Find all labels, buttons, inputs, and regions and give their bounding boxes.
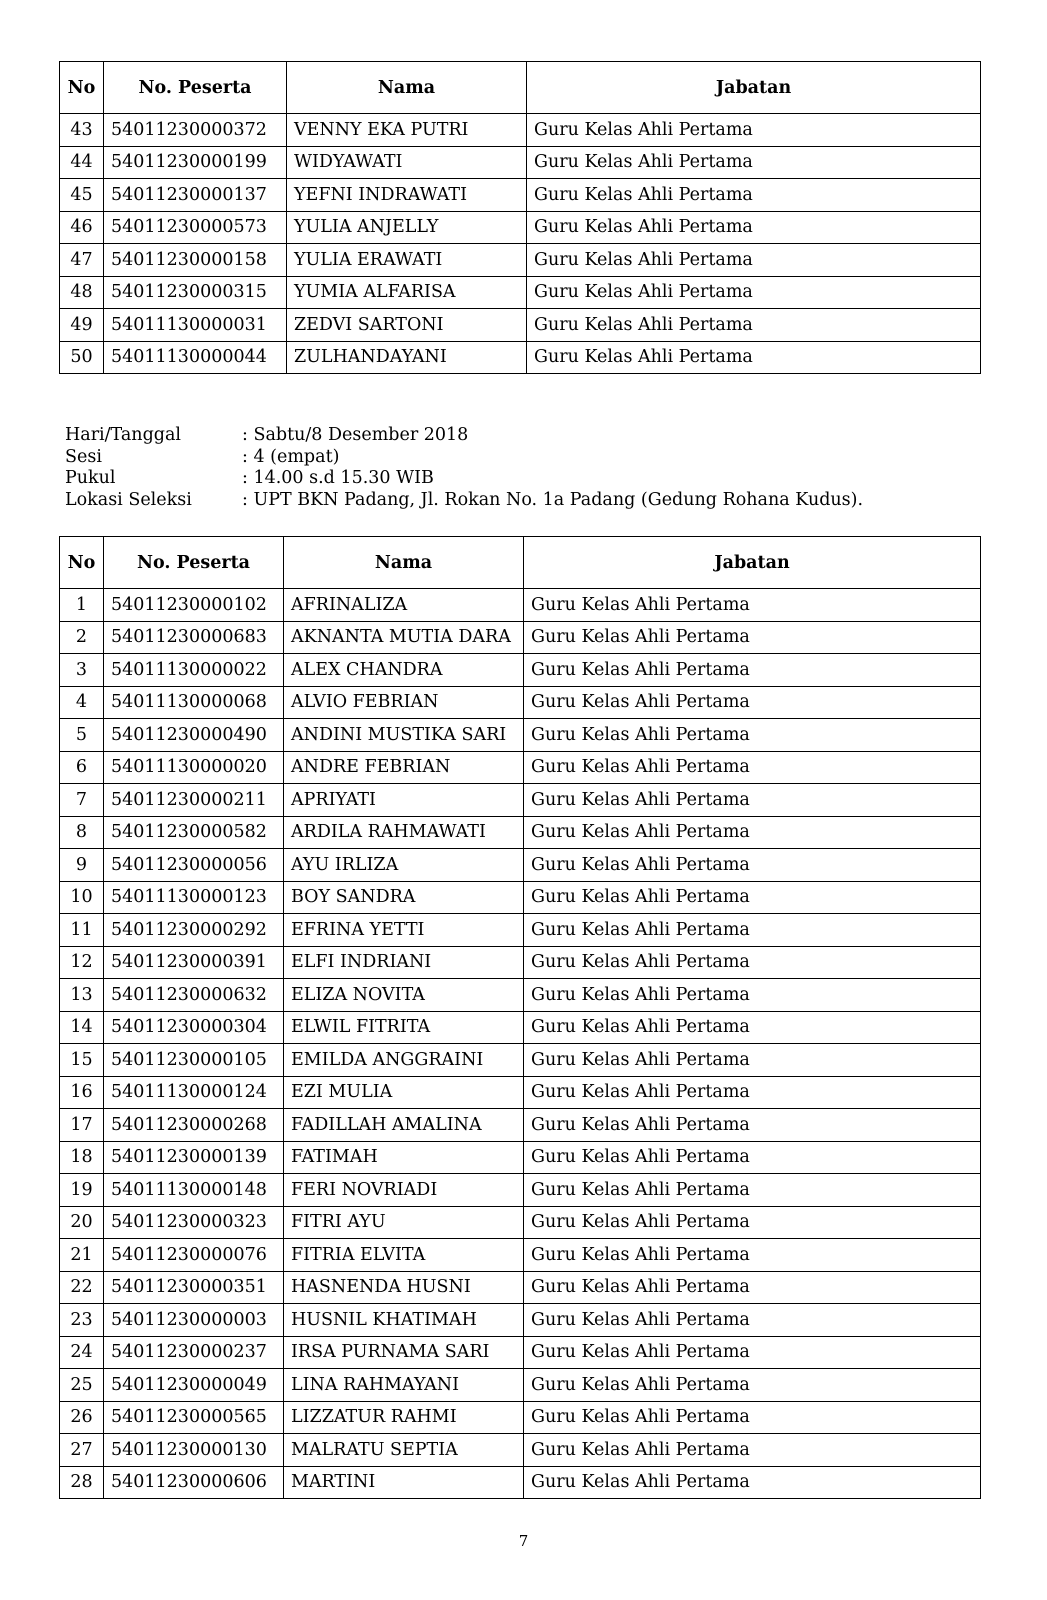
cell-jabatan: Guru Kelas Ahli Pertama — [524, 1076, 981, 1109]
cell-jabatan: Guru Kelas Ahli Pertama — [524, 1434, 981, 1467]
cell-no: 48 — [60, 276, 104, 309]
cell-nama: ANDINI MUSTIKA SARI — [284, 719, 524, 752]
table-row — [60, 244, 981, 277]
cell-peserta: 54011230000268 — [104, 1109, 284, 1142]
participant-table-1 — [59, 61, 981, 374]
table-row — [60, 309, 981, 342]
header-peserta: No. Peserta — [104, 537, 284, 589]
cell-no: 47 — [60, 244, 104, 277]
table-row — [60, 881, 981, 914]
info-row — [65, 468, 863, 490]
cell-nama: VENNY EKA PUTRI — [287, 114, 527, 147]
cell-nama: BOY SANDRA — [284, 881, 524, 914]
cell-peserta: 54011230000056 — [104, 849, 284, 882]
cell-peserta: 54011230000137 — [104, 179, 287, 212]
cell-no: 24 — [60, 1336, 104, 1369]
table-row — [60, 784, 981, 817]
cell-no: 17 — [60, 1109, 104, 1142]
participant-table-2 — [59, 536, 981, 1499]
cell-nama: APRIYATI — [284, 784, 524, 817]
cell-jabatan: Guru Kelas Ahli Pertama — [524, 1271, 981, 1304]
cell-nama: HUSNIL KHATIMAH — [284, 1304, 524, 1337]
cell-jabatan: Guru Kelas Ahli Pertama — [524, 1011, 981, 1044]
cell-jabatan: Guru Kelas Ahli Pertama — [524, 849, 981, 882]
cell-nama: ELFI INDRIANI — [284, 946, 524, 979]
cell-no: 5 — [60, 719, 104, 752]
cell-jabatan: Guru Kelas Ahli Pertama — [527, 309, 981, 342]
cell-jabatan: Guru Kelas Ahli Pertama — [524, 654, 981, 687]
cell-peserta: 54011130000031 — [104, 309, 287, 342]
cell-nama: FITRIA ELVITA — [284, 1239, 524, 1272]
table-row — [60, 686, 981, 719]
table-row — [60, 276, 981, 309]
cell-nama: MALRATU SEPTIA — [284, 1434, 524, 1467]
cell-nama: LIZZATUR RAHMI — [284, 1401, 524, 1434]
cell-peserta: 54011230000003 — [104, 1304, 284, 1337]
cell-nama: YEFNI INDRAWATI — [287, 179, 527, 212]
cell-nama: ELIZA NOVITA — [284, 979, 524, 1012]
cell-peserta: 54011230000323 — [104, 1206, 284, 1239]
table-row — [60, 179, 981, 212]
session-info — [65, 425, 863, 511]
cell-jabatan: Guru Kelas Ahli Pertama — [524, 1369, 981, 1402]
cell-nama: ARDILA RAHMAWATI — [284, 816, 524, 849]
cell-peserta: 54011230000130 — [104, 1434, 284, 1467]
cell-nama: ALVIO FEBRIAN — [284, 686, 524, 719]
cell-peserta: 54011230000105 — [104, 1044, 284, 1077]
table-row — [60, 1239, 981, 1272]
cell-peserta: 54011130000148 — [104, 1174, 284, 1207]
cell-no: 22 — [60, 1271, 104, 1304]
cell-jabatan: Guru Kelas Ahli Pertama — [524, 751, 981, 784]
cell-jabatan: Guru Kelas Ahli Pertama — [524, 1109, 981, 1142]
cell-nama: IRSA PURNAMA SARI — [284, 1336, 524, 1369]
table-1-body — [60, 114, 981, 374]
cell-peserta: 54011230000391 — [104, 946, 284, 979]
table-2-body — [60, 589, 981, 1499]
cell-jabatan: Guru Kelas Ahli Pertama — [527, 114, 981, 147]
table-row — [60, 1076, 981, 1109]
cell-peserta: 54011130000123 — [104, 881, 284, 914]
cell-nama: MARTINI — [284, 1466, 524, 1499]
table-row — [60, 621, 981, 654]
cell-no: 43 — [60, 114, 104, 147]
table-row — [60, 1109, 981, 1142]
table-row — [60, 946, 981, 979]
cell-peserta: 54011230000573 — [104, 211, 287, 244]
table-row — [60, 1206, 981, 1239]
header-jabatan: Jabatan — [524, 537, 981, 589]
cell-jabatan: Guru Kelas Ahli Pertama — [524, 621, 981, 654]
cell-peserta: 54011230000582 — [104, 816, 284, 849]
table-row — [60, 1174, 981, 1207]
cell-nama: AFRINALIZA — [284, 589, 524, 622]
table-row — [60, 849, 981, 882]
cell-nama: YULIA ANJELLY — [287, 211, 527, 244]
table-row — [60, 719, 981, 752]
table-header-row — [60, 62, 981, 114]
cell-peserta: 54011130000068 — [104, 686, 284, 719]
cell-jabatan: Guru Kelas Ahli Pertama — [524, 1141, 981, 1174]
cell-no: 4 — [60, 686, 104, 719]
cell-jabatan: Guru Kelas Ahli Pertama — [524, 816, 981, 849]
cell-jabatan: Guru Kelas Ahli Pertama — [524, 914, 981, 947]
table-row — [60, 979, 981, 1012]
table-row — [60, 1304, 981, 1337]
cell-no: 49 — [60, 309, 104, 342]
cell-peserta: 54011230000158 — [104, 244, 287, 277]
table-row — [60, 1271, 981, 1304]
info-row — [65, 425, 863, 447]
cell-nama: FERI NOVRIADI — [284, 1174, 524, 1207]
table-row — [60, 1141, 981, 1174]
cell-no: 8 — [60, 816, 104, 849]
cell-jabatan: Guru Kelas Ahli Pertama — [524, 784, 981, 817]
table-row — [60, 1401, 981, 1434]
cell-peserta: 54011230000199 — [104, 146, 287, 179]
cell-no: 44 — [60, 146, 104, 179]
cell-nama: ZEDVI SARTONI — [287, 309, 527, 342]
cell-peserta: 54011230000237 — [104, 1336, 284, 1369]
cell-jabatan: Guru Kelas Ahli Pertama — [527, 179, 981, 212]
cell-jabatan: Guru Kelas Ahli Pertama — [527, 146, 981, 179]
cell-nama: AKNANTA MUTIA DARA — [284, 621, 524, 654]
cell-nama: AYU IRLIZA — [284, 849, 524, 882]
info-label: Lokasi Seleksi — [65, 489, 192, 510]
cell-no: 19 — [60, 1174, 104, 1207]
cell-peserta: 54011230000292 — [104, 914, 284, 947]
cell-nama: ANDRE FEBRIAN — [284, 751, 524, 784]
info-row — [65, 447, 863, 469]
cell-jabatan: Guru Kelas Ahli Pertama — [524, 946, 981, 979]
cell-no: 15 — [60, 1044, 104, 1077]
cell-nama: ZULHANDAYANI — [287, 341, 527, 374]
cell-no: 45 — [60, 179, 104, 212]
cell-no: 14 — [60, 1011, 104, 1044]
cell-peserta: 54011230000139 — [104, 1141, 284, 1174]
cell-nama: EFRINA YETTI — [284, 914, 524, 947]
table-row — [60, 1369, 981, 1402]
cell-no: 26 — [60, 1401, 104, 1434]
info-value: : 14.00 s.d 15.30 WIB — [242, 468, 434, 489]
cell-jabatan: Guru Kelas Ahli Pertama — [524, 1336, 981, 1369]
cell-peserta: 54011230000683 — [104, 621, 284, 654]
table-row — [60, 914, 981, 947]
cell-jabatan: Guru Kelas Ahli Pertama — [524, 1466, 981, 1499]
cell-no: 46 — [60, 211, 104, 244]
cell-jabatan: Guru Kelas Ahli Pertama — [524, 1304, 981, 1337]
table-row — [60, 751, 981, 784]
cell-no: 21 — [60, 1239, 104, 1272]
table-header-row — [60, 537, 981, 589]
cell-no: 16 — [60, 1076, 104, 1109]
cell-nama: ALEX CHANDRA — [284, 654, 524, 687]
table-row — [60, 1011, 981, 1044]
table-row — [60, 589, 981, 622]
cell-peserta: 54011230000102 — [104, 589, 284, 622]
header-no: No — [60, 537, 104, 589]
header-jabatan: Jabatan — [527, 62, 981, 114]
info-value: : UPT BKN Padang, Jl. Rokan No. 1a Padang (Gedung Rohana Kudus). — [242, 489, 864, 510]
cell-no: 13 — [60, 979, 104, 1012]
cell-no: 10 — [60, 881, 104, 914]
table-row — [60, 1434, 981, 1467]
cell-jabatan: Guru Kelas Ahli Pertama — [527, 244, 981, 277]
cell-no: 2 — [60, 621, 104, 654]
cell-peserta: 54011230000372 — [104, 114, 287, 147]
cell-no: 7 — [60, 784, 104, 817]
cell-no: 50 — [60, 341, 104, 374]
cell-jabatan: Guru Kelas Ahli Pertama — [527, 276, 981, 309]
cell-jabatan: Guru Kelas Ahli Pertama — [524, 589, 981, 622]
cell-peserta: 54011230000490 — [104, 719, 284, 752]
cell-nama: FADILLAH AMALINA — [284, 1109, 524, 1142]
cell-nama: HASNENDA HUSNI — [284, 1271, 524, 1304]
cell-peserta: 54011230000606 — [104, 1466, 284, 1499]
cell-jabatan: Guru Kelas Ahli Pertama — [524, 1239, 981, 1272]
cell-peserta: 54011230000565 — [104, 1401, 284, 1434]
cell-nama: FATIMAH — [284, 1141, 524, 1174]
table-row — [60, 1466, 981, 1499]
cell-no: 20 — [60, 1206, 104, 1239]
cell-no: 1 — [60, 589, 104, 622]
table-row — [60, 146, 981, 179]
cell-peserta: 54011230000632 — [104, 979, 284, 1012]
cell-no: 9 — [60, 849, 104, 882]
cell-jabatan: Guru Kelas Ahli Pertama — [524, 1044, 981, 1077]
cell-no: 11 — [60, 914, 104, 947]
cell-peserta: 54011230000211 — [104, 784, 284, 817]
cell-jabatan: Guru Kelas Ahli Pertama — [527, 211, 981, 244]
cell-no: 27 — [60, 1434, 104, 1467]
info-label: Pukul — [65, 468, 116, 489]
cell-no: 6 — [60, 751, 104, 784]
header-nama: Nama — [284, 537, 524, 589]
cell-peserta: 54011230000351 — [104, 1271, 284, 1304]
cell-peserta: 54011130000022 — [104, 654, 284, 687]
header-nama: Nama — [287, 62, 527, 114]
cell-peserta: 54011130000124 — [104, 1076, 284, 1109]
info-row — [65, 490, 863, 512]
table-row — [60, 1336, 981, 1369]
cell-jabatan: Guru Kelas Ahli Pertama — [524, 1401, 981, 1434]
cell-peserta: 54011230000315 — [104, 276, 287, 309]
cell-jabatan: Guru Kelas Ahli Pertama — [524, 1174, 981, 1207]
cell-nama: LINA RAHMAYANI — [284, 1369, 524, 1402]
cell-peserta: 54011130000044 — [104, 341, 287, 374]
cell-no: 18 — [60, 1141, 104, 1174]
cell-nama: EZI MULIA — [284, 1076, 524, 1109]
table-row — [60, 654, 981, 687]
cell-peserta: 54011230000076 — [104, 1239, 284, 1272]
cell-no: 23 — [60, 1304, 104, 1337]
cell-jabatan: Guru Kelas Ahli Pertama — [524, 1206, 981, 1239]
cell-jabatan: Guru Kelas Ahli Pertama — [524, 719, 981, 752]
cell-peserta: 54011230000049 — [104, 1369, 284, 1402]
cell-jabatan: Guru Kelas Ahli Pertama — [527, 341, 981, 374]
cell-no: 28 — [60, 1466, 104, 1499]
table-row — [60, 114, 981, 147]
table-row — [60, 1044, 981, 1077]
info-value: : 4 (empat) — [242, 446, 340, 467]
header-no: No — [60, 62, 104, 114]
cell-nama: YULIA ERAWATI — [287, 244, 527, 277]
info-value: : Sabtu/8 Desember 2018 — [242, 425, 469, 445]
cell-nama: FITRI AYU — [284, 1206, 524, 1239]
page-number: 7 — [518, 1532, 529, 1550]
cell-peserta: 54011230000304 — [104, 1011, 284, 1044]
info-label: Hari/Tanggal — [65, 425, 182, 445]
table-row — [60, 341, 981, 374]
cell-no: 3 — [60, 654, 104, 687]
cell-no: 25 — [60, 1369, 104, 1402]
cell-peserta: 54011130000020 — [104, 751, 284, 784]
cell-nama: YUMIA ALFARISA — [287, 276, 527, 309]
cell-jabatan: Guru Kelas Ahli Pertama — [524, 881, 981, 914]
cell-nama: EMILDA ANGGRAINI — [284, 1044, 524, 1077]
info-label: Sesi — [65, 446, 102, 467]
cell-nama: ELWIL FITRITA — [284, 1011, 524, 1044]
cell-no: 12 — [60, 946, 104, 979]
cell-jabatan: Guru Kelas Ahli Pertama — [524, 686, 981, 719]
table-row — [60, 211, 981, 244]
header-peserta: No. Peserta — [104, 62, 287, 114]
cell-nama: WIDYAWATI — [287, 146, 527, 179]
table-row — [60, 816, 981, 849]
cell-jabatan: Guru Kelas Ahli Pertama — [524, 979, 981, 1012]
